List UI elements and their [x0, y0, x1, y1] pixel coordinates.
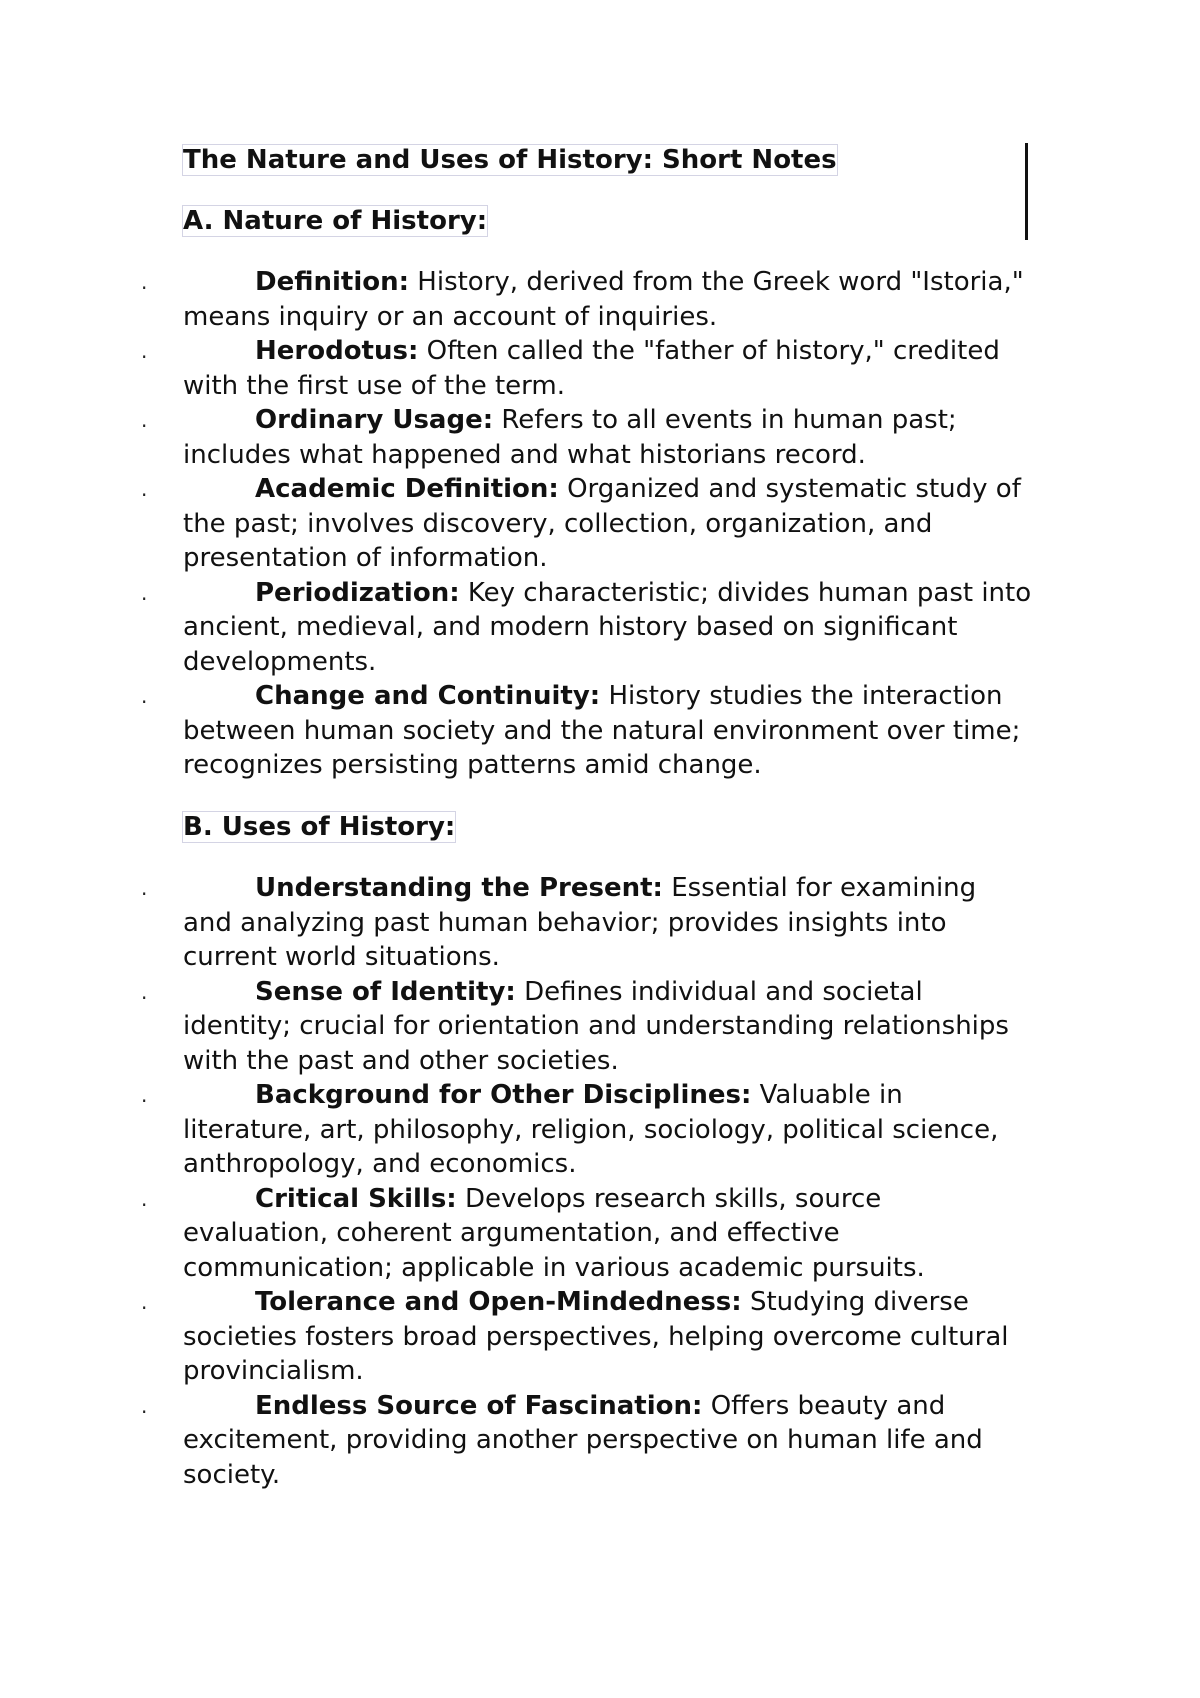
bullet-icon: .	[141, 1290, 148, 1314]
list-item: . Definition: History, derived from the Greek word "Istoria," means inquiry or an account of inquiries.	[141, 267, 1024, 332]
list-item: . Endless Source of Fascination: Offers beauty and excitement, providing another perspective on human life and society.	[141, 1390, 983, 1490]
bullet-icon: .	[141, 270, 148, 294]
list-item: . Academic Definition: Organized and systematic study of the past; involves discovery, collection, organization, and presentation of information.	[141, 474, 1021, 573]
bullet-icon: .	[141, 876, 148, 900]
bullet-icon: .	[141, 1393, 148, 1418]
bullet-icon: .	[141, 580, 148, 605]
list-item: . Herodotus: Often called the "father of history," credited with the first use of the term.	[141, 336, 1000, 401]
bullet-icon: .	[141, 477, 148, 501]
section-heading-uses: B. Uses of History:	[183, 811, 456, 842]
list-item: . Background for Other Disciplines: Valuable in literature, art, philosophy, religion, sociology, political science, anthropology, and economics.	[141, 1080, 999, 1179]
section-heading-nature: A. Nature of History:	[183, 205, 488, 236]
uses-list	[141, 871, 1033, 1492]
list-item: . Critical Skills: Develops research skills, source evaluation, coherent argumentation, and effective communication; applicable in various academic pursuits.	[141, 1183, 925, 1283]
bullet-icon: .	[141, 1186, 148, 1211]
list-item: . Change and Continuity: History studies the interaction between human society and the natural environment over time; recognizes persisting patterns amid change.	[141, 681, 1021, 780]
document-title: The Nature and Uses of History: Short Notes	[183, 145, 837, 175]
list-item: . Periodization: Key characteristic; divides human past into ancient, medieval, and modern history based on significant developments.	[141, 577, 1032, 677]
list-item: . Sense of Identity: Defines individual and societal identity; crucial for orientation and understanding relationships with the past and other societies.	[141, 976, 1009, 1076]
list-item: . Understanding the Present: Essential for examining and analyzing past human behavior; provides insights into current world situations.	[141, 873, 977, 972]
bullet-icon: .	[141, 408, 148, 432]
bullet-icon: .	[141, 684, 148, 708]
nature-list	[141, 265, 1033, 783]
bullet-icon: .	[141, 1083, 148, 1107]
list-item: . Tolerance and Open-Mindedness: Studying diverse societies fosters broad perspectives, helping overcome cultural provincialism.	[141, 1287, 1009, 1386]
list-item: . Ordinary Usage: Refers to all events in human past; includes what happened and what historians record.	[141, 405, 957, 470]
document-body[interactable]	[141, 143, 1033, 1492]
bullet-icon: .	[141, 979, 148, 1004]
bullet-icon: .	[141, 339, 148, 363]
